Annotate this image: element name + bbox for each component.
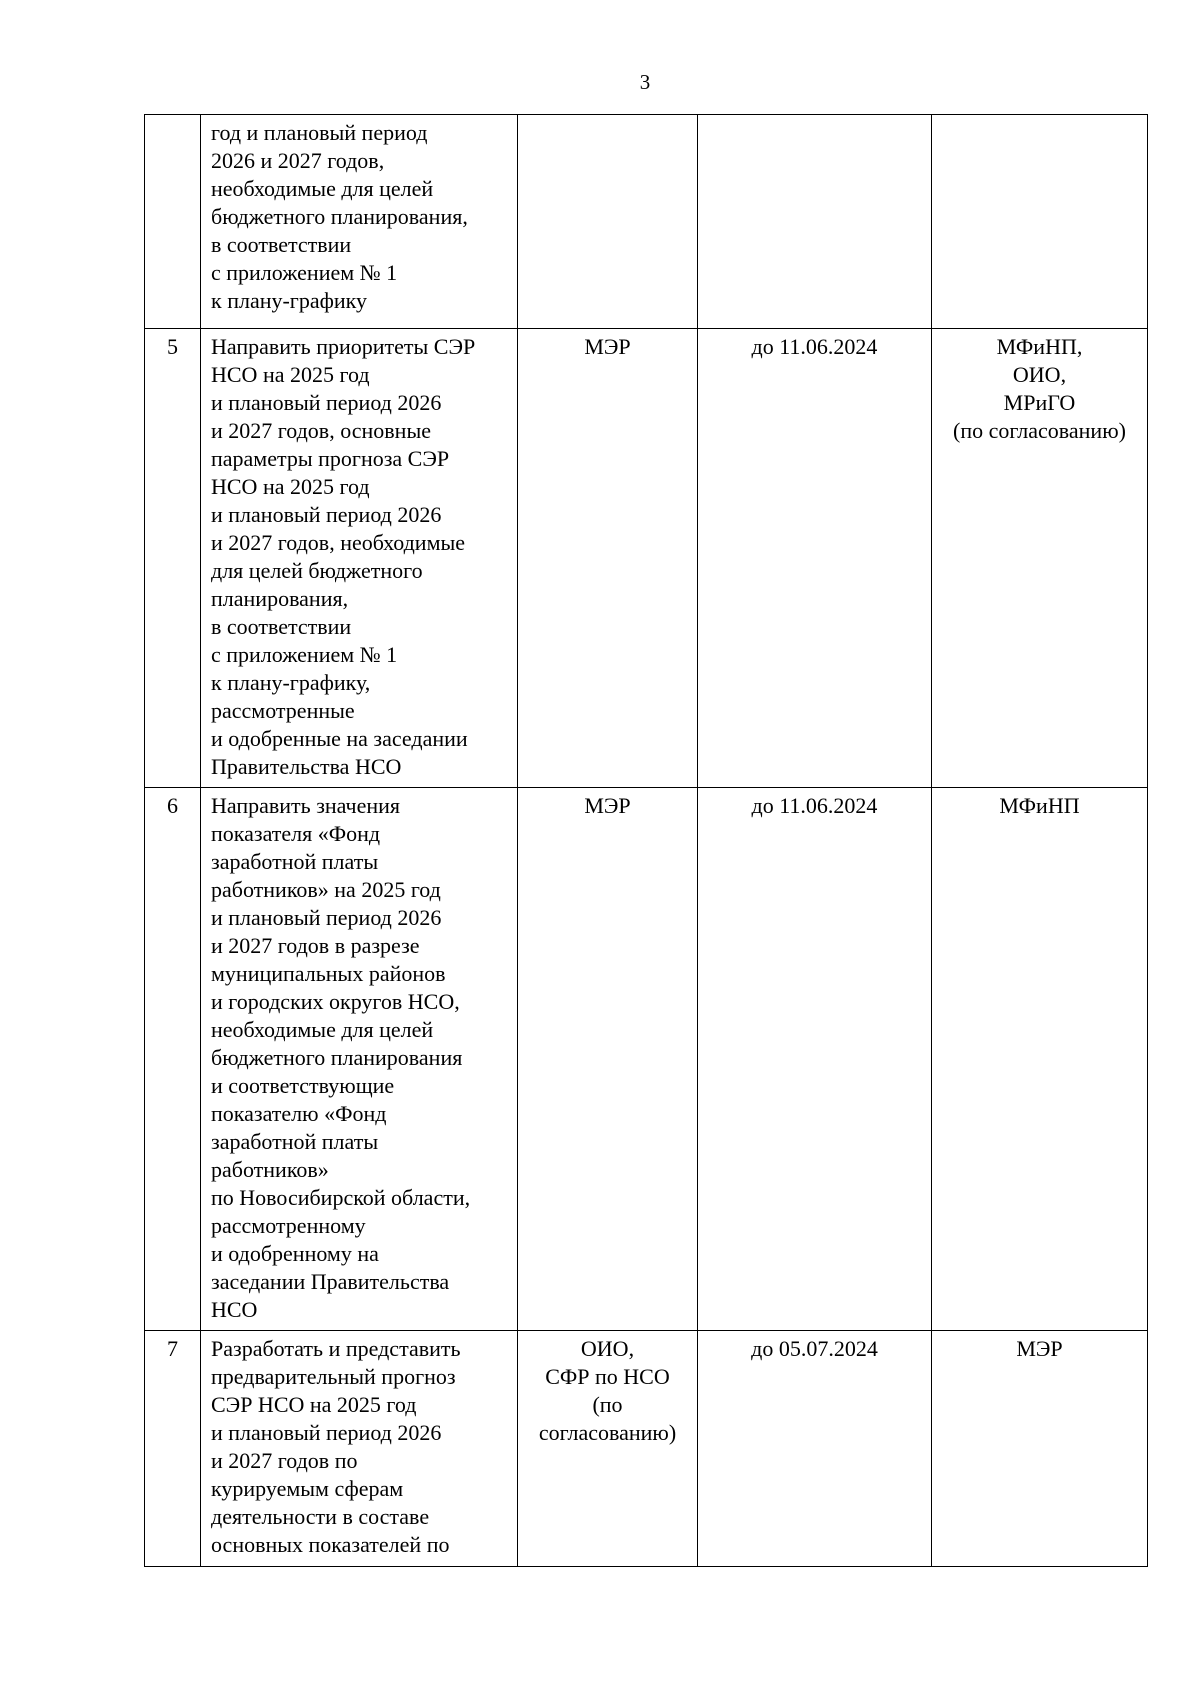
- co-executor-line: ОИО,: [1012, 362, 1067, 387]
- task-line: планирования,: [211, 586, 349, 611]
- page-number: 3: [639, 70, 651, 94]
- table-body: [145, 115, 1148, 1567]
- executor-cell: [518, 788, 698, 1331]
- task-line: и плановый период 2026: [211, 502, 442, 527]
- table-row: [145, 329, 1148, 788]
- task-line: заседании Правительства: [211, 1269, 450, 1294]
- table-row: [145, 115, 1148, 329]
- task-line: год и плановый период: [211, 120, 428, 145]
- task-line: и соответствующие: [211, 1073, 395, 1098]
- item-number-cell: 5: [145, 329, 201, 788]
- task-line: показателя «Фонд: [211, 821, 381, 846]
- task-line: по Новосибирской области,: [211, 1185, 471, 1210]
- item-number-cell: 6: [145, 788, 201, 1331]
- co-executor-cell: [932, 1331, 1148, 1567]
- task-line: рассмотренные: [211, 698, 355, 723]
- task-line: и 2027 годов по: [211, 1448, 358, 1473]
- co-executor-line: (по согласованию): [953, 418, 1126, 443]
- task-line: и 2027 годов в разрезе: [211, 933, 420, 958]
- task-line: Направить значения: [211, 793, 401, 818]
- task-description-cell: [201, 1331, 518, 1567]
- executor-line: (по: [592, 1392, 623, 1417]
- task-line: работников» на 2025 год: [211, 877, 441, 902]
- task-line: к плану-графику: [211, 288, 367, 313]
- co-executor-line: МФиНП,: [996, 334, 1083, 359]
- task-line: СЭР НСО на 2025 год: [211, 1392, 417, 1417]
- task-line: необходимые для целей: [211, 176, 434, 201]
- task-line: муниципальных районов: [211, 961, 446, 986]
- executor-line: согласованию): [538, 1420, 677, 1445]
- task-line: деятельности в составе: [211, 1504, 430, 1529]
- task-line: и 2027 годов, основные: [211, 418, 431, 443]
- task-description-cell: [201, 115, 518, 329]
- co-executor-cell: [932, 115, 1148, 329]
- task-line: бюджетного планирования: [211, 1045, 463, 1070]
- task-line: с приложением № 1: [211, 642, 398, 667]
- task-line: в соответствии: [211, 614, 352, 639]
- executor-line: СФР по НСО: [545, 1364, 670, 1389]
- executor-cell: [518, 115, 698, 329]
- task-line: заработной платы: [211, 1129, 379, 1154]
- task-line: с приложением № 1: [211, 260, 398, 285]
- task-line: и одобренному на: [211, 1241, 379, 1266]
- table-row: [145, 1331, 1148, 1567]
- co-executor-cell: [932, 329, 1148, 788]
- task-line: параметры прогноза СЭР: [211, 446, 450, 471]
- deadline-cell: до 05.07.2024: [698, 1331, 932, 1567]
- plan-schedule-table: [144, 114, 1148, 1567]
- item-number-cell: 7: [145, 1331, 201, 1567]
- co-executor-line: МРиГО: [1003, 390, 1076, 415]
- task-line: НСО на 2025 год: [211, 362, 370, 387]
- deadline-cell: [698, 115, 932, 329]
- task-line: НСО: [211, 1297, 258, 1322]
- executor-cell: [518, 1331, 698, 1567]
- co-executor-cell: [932, 788, 1148, 1331]
- co-executor-line: МЭР: [1016, 1336, 1063, 1361]
- executor-line: ОИО,: [580, 1336, 635, 1361]
- executor-line: МЭР: [584, 334, 631, 359]
- task-description-cell: [201, 788, 518, 1331]
- task-line: бюджетного планирования,: [211, 204, 468, 229]
- task-line: курируемым сферам: [211, 1476, 404, 1501]
- task-line: рассмотренному: [211, 1213, 366, 1238]
- task-line: и городских округов НСО,: [211, 989, 460, 1014]
- task-line: и 2027 годов, необходимые: [211, 530, 466, 555]
- task-line: для целей бюджетного: [211, 558, 423, 583]
- table-row: [145, 788, 1148, 1331]
- task-description-cell: [201, 329, 518, 788]
- task-line: и плановый период 2026: [211, 905, 442, 930]
- task-line: и одобренные на заседании: [211, 726, 468, 751]
- task-line: к плану-графику,: [211, 670, 371, 695]
- task-line: и плановый период 2026: [211, 390, 442, 415]
- task-line: показателю «Фонд: [211, 1101, 387, 1126]
- task-line: и плановый период 2026: [211, 1420, 442, 1445]
- task-line: заработной платы: [211, 849, 379, 874]
- item-number-cell: [145, 115, 201, 329]
- task-line: необходимые для целей: [211, 1017, 434, 1042]
- task-line: в соответствии: [211, 232, 352, 257]
- deadline-cell: до 11.06.2024: [698, 788, 932, 1331]
- task-line: Направить приоритеты СЭР: [211, 334, 476, 359]
- task-line: Разработать и представить: [211, 1336, 461, 1361]
- executor-line: МЭР: [584, 793, 631, 818]
- task-line: Правительства НСО: [211, 754, 402, 779]
- co-executor-line: МФиНП: [999, 793, 1080, 818]
- executor-cell: [518, 329, 698, 788]
- task-line: работников»: [211, 1157, 329, 1182]
- task-line: основных показателей по: [211, 1532, 450, 1557]
- task-line: 2026 и 2027 годов,: [211, 148, 385, 173]
- deadline-cell: до 11.06.2024: [698, 329, 932, 788]
- task-line: НСО на 2025 год: [211, 474, 370, 499]
- task-line: предварительный прогноз: [211, 1364, 456, 1389]
